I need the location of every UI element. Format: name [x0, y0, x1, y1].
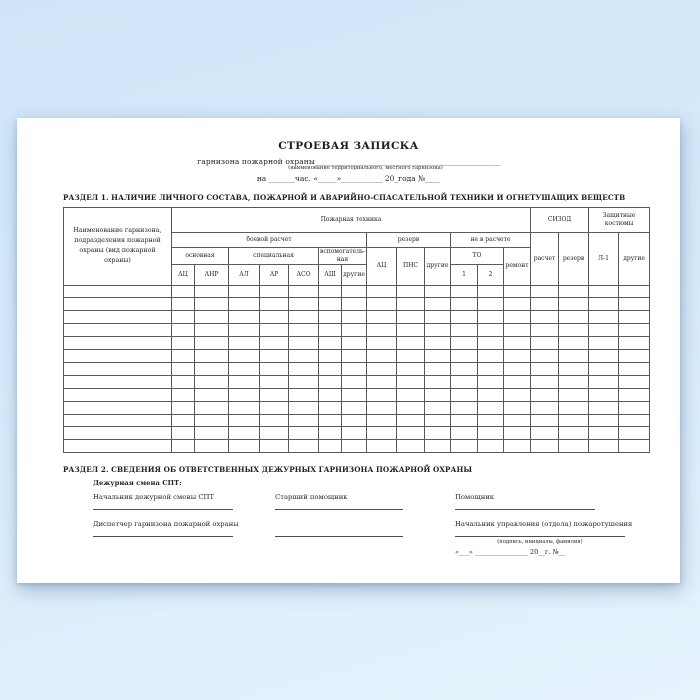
- signature-line: [275, 509, 403, 510]
- empty-cell: [260, 311, 289, 324]
- empty-cell: [172, 362, 195, 375]
- empty-cell: [229, 311, 260, 324]
- garrison-name-line: гарнизона пожарной охраны________________________________________________: [197, 156, 500, 166]
- empty-cell: [229, 362, 260, 375]
- empty-cell: [367, 440, 397, 453]
- empty-cell: [451, 362, 478, 375]
- empty-cell: [397, 324, 425, 337]
- empty-cell: [289, 414, 319, 427]
- empty-cell: [451, 298, 478, 311]
- table-empty-row: [64, 401, 650, 414]
- empty-cell: [64, 388, 172, 401]
- empty-cell: [531, 350, 559, 363]
- empty-cell: [367, 311, 397, 324]
- empty-cell: [289, 375, 319, 388]
- table-empty-row: [64, 324, 650, 337]
- empty-cell: [229, 337, 260, 350]
- signature-line: [455, 536, 625, 537]
- col-header-to-1: 1: [451, 264, 478, 285]
- empty-cell: [451, 285, 478, 298]
- empty-cell: [425, 324, 451, 337]
- table-empty-row: [64, 350, 650, 363]
- empty-cell: [172, 388, 195, 401]
- empty-cell: [342, 324, 367, 337]
- empty-cell: [451, 337, 478, 350]
- empty-cell: [619, 440, 650, 453]
- empty-cell: [425, 440, 451, 453]
- empty-cell: [531, 285, 559, 298]
- empty-cell: [342, 311, 367, 324]
- empty-cell: [531, 311, 559, 324]
- role-dispatcher: Диспетчер гарнизона пожарной охраны: [93, 520, 239, 528]
- col-header-repair: ремонт: [504, 248, 531, 286]
- empty-cell: [195, 375, 229, 388]
- empty-cell: [425, 285, 451, 298]
- empty-cell: [397, 427, 425, 440]
- col-header-sizod-crew: расчет: [531, 233, 559, 286]
- empty-cell: [172, 298, 195, 311]
- empty-cell: [229, 375, 260, 388]
- empty-cell: [319, 298, 342, 311]
- empty-cell: [589, 427, 619, 440]
- empty-cell: [504, 401, 531, 414]
- empty-cell: [589, 311, 619, 324]
- empty-cell: [367, 375, 397, 388]
- empty-cell: [172, 440, 195, 453]
- empty-cell: [559, 311, 589, 324]
- empty-cell: [619, 350, 650, 363]
- table-empty-row: [64, 298, 650, 311]
- empty-cell: [319, 401, 342, 414]
- role-assistant: Помощник: [455, 493, 495, 501]
- empty-cell: [397, 375, 425, 388]
- empty-cell: [397, 311, 425, 324]
- empty-cell: [342, 414, 367, 427]
- empty-cell: [478, 375, 504, 388]
- empty-cell: [451, 388, 478, 401]
- table-empty-row: [64, 414, 650, 427]
- empty-cell: [478, 324, 504, 337]
- role-chief-duty-shift: Начальник дежурной смены СПТ: [93, 493, 215, 501]
- document-page: [17, 118, 680, 583]
- empty-cell: [319, 311, 342, 324]
- empty-cell: [367, 285, 397, 298]
- empty-cell: [451, 375, 478, 388]
- empty-cell: [589, 401, 619, 414]
- empty-cell: [504, 362, 531, 375]
- empty-cell: [559, 337, 589, 350]
- empty-cell: [172, 401, 195, 414]
- empty-cell: [342, 427, 367, 440]
- empty-cell: [559, 350, 589, 363]
- empty-cell: [342, 285, 367, 298]
- col-header-reserve-pns: ПНС: [397, 248, 425, 286]
- empty-cell: [260, 375, 289, 388]
- empty-cell: [531, 362, 559, 375]
- number-date-line: «___» ________________ 20__г. №__: [455, 548, 566, 556]
- empty-cell: [619, 337, 650, 350]
- garrison-name-hint: (наименование территориального, местного гарнизона): [288, 164, 443, 171]
- empty-cell: [619, 362, 650, 375]
- col-header-reserve-ac: АЦ: [367, 248, 397, 286]
- empty-cell: [425, 337, 451, 350]
- empty-cell: [319, 337, 342, 350]
- empty-cell: [342, 350, 367, 363]
- group-header-fire-equipment: Пожарная техника: [172, 208, 531, 233]
- empty-cell: [589, 362, 619, 375]
- group-header-reserve: резерв: [367, 233, 451, 248]
- empty-cell: [342, 362, 367, 375]
- empty-cell: [589, 440, 619, 453]
- empty-cell: [289, 362, 319, 375]
- empty-cell: [319, 324, 342, 337]
- table-empty-row: [64, 285, 650, 298]
- col-header-garrison-name: Наименование гарнизона, подразделения пожарной охраны (вид пожарной охраны): [64, 208, 172, 286]
- empty-cell: [504, 298, 531, 311]
- empty-cell: [367, 324, 397, 337]
- empty-cell: [229, 285, 260, 298]
- empty-cell: [367, 362, 397, 375]
- empty-cell: [64, 414, 172, 427]
- signature-hint: (подпись, инициалы, фамилия): [497, 539, 583, 545]
- group-header-not-in-crew: не в расчете: [451, 233, 531, 248]
- empty-cell: [478, 427, 504, 440]
- empty-cell: [478, 388, 504, 401]
- empty-cell: [504, 414, 531, 427]
- empty-cell: [559, 362, 589, 375]
- empty-cell: [367, 298, 397, 311]
- empty-cell: [559, 427, 589, 440]
- empty-cell: [172, 337, 195, 350]
- empty-cell: [319, 362, 342, 375]
- empty-cell: [229, 298, 260, 311]
- empty-cell: [531, 440, 559, 453]
- empty-cell: [64, 311, 172, 324]
- empty-cell: [342, 401, 367, 414]
- empty-cell: [64, 362, 172, 375]
- col-header-ash: АШ: [319, 264, 342, 285]
- empty-cell: [319, 375, 342, 388]
- empty-cell: [504, 388, 531, 401]
- empty-cell: [478, 440, 504, 453]
- empty-cell: [289, 298, 319, 311]
- empty-cell: [319, 350, 342, 363]
- empty-cell: [229, 427, 260, 440]
- empty-cell: [425, 298, 451, 311]
- empty-cell: [451, 324, 478, 337]
- table-empty-row: [64, 337, 650, 350]
- empty-cell: [367, 350, 397, 363]
- empty-cell: [397, 388, 425, 401]
- col-header-ac: АЦ: [172, 264, 195, 285]
- empty-cell: [260, 362, 289, 375]
- empty-cell: [64, 427, 172, 440]
- empty-cell: [478, 350, 504, 363]
- col-header-ar: АР: [260, 264, 289, 285]
- empty-cell: [619, 285, 650, 298]
- empty-cell: [425, 427, 451, 440]
- empty-cell: [589, 350, 619, 363]
- section1-table-body: [64, 285, 650, 453]
- empty-cell: [260, 324, 289, 337]
- empty-cell: [319, 285, 342, 298]
- empty-cell: [367, 337, 397, 350]
- section1-title: РАЗДЕЛ 1. НАЛИЧИЕ ЛИЧНОГО СОСТАВА, ПОЖАРНОЙ И АВАРИЙНО-СПАСАТЕЛЬНОЙ ТЕХНИКИ И ОГНЕТУШАЩИХ ВЕЩЕСТВ: [63, 193, 626, 202]
- empty-cell: [451, 401, 478, 414]
- group-header-auxiliary: вспомогатель-ная: [320, 248, 366, 263]
- empty-cell: [229, 324, 260, 337]
- signature-line: [275, 536, 403, 537]
- empty-cell: [397, 298, 425, 311]
- empty-cell: [589, 324, 619, 337]
- empty-cell: [319, 414, 342, 427]
- empty-cell: [260, 414, 289, 427]
- section1-table: [63, 207, 650, 453]
- signature-line: [93, 536, 233, 537]
- empty-cell: [619, 324, 650, 337]
- document-title: СТРОЕВАЯ ЗАПИСКА: [278, 140, 419, 152]
- empty-cell: [260, 427, 289, 440]
- empty-cell: [367, 401, 397, 414]
- empty-cell: [504, 440, 531, 453]
- empty-cell: [289, 427, 319, 440]
- col-header-combat-other: другие: [342, 264, 367, 285]
- empty-cell: [342, 440, 367, 453]
- empty-cell: [367, 414, 397, 427]
- empty-cell: [425, 362, 451, 375]
- empty-cell: [425, 414, 451, 427]
- empty-cell: [289, 285, 319, 298]
- empty-cell: [619, 375, 650, 388]
- empty-cell: [260, 388, 289, 401]
- empty-cell: [559, 388, 589, 401]
- empty-cell: [260, 298, 289, 311]
- empty-cell: [195, 388, 229, 401]
- group-header-main: основная: [172, 248, 229, 265]
- empty-cell: [367, 388, 397, 401]
- empty-cell: [260, 350, 289, 363]
- empty-cell: [478, 401, 504, 414]
- empty-cell: [195, 414, 229, 427]
- empty-cell: [559, 324, 589, 337]
- empty-cell: [289, 388, 319, 401]
- empty-cell: [195, 337, 229, 350]
- empty-cell: [64, 324, 172, 337]
- empty-cell: [64, 440, 172, 453]
- empty-cell: [504, 350, 531, 363]
- empty-cell: [289, 311, 319, 324]
- signature-line: [455, 509, 595, 510]
- empty-cell: [229, 414, 260, 427]
- empty-cell: [559, 298, 589, 311]
- empty-cell: [64, 285, 172, 298]
- empty-cell: [64, 337, 172, 350]
- table-empty-row: [64, 427, 650, 440]
- empty-cell: [589, 298, 619, 311]
- empty-cell: [229, 440, 260, 453]
- table-empty-row: [64, 388, 650, 401]
- empty-cell: [319, 427, 342, 440]
- empty-cell: [64, 401, 172, 414]
- col-header-al: АЛ: [229, 264, 260, 285]
- table-empty-row: [64, 440, 650, 453]
- empty-cell: [260, 337, 289, 350]
- group-header-special: специальная: [229, 248, 319, 265]
- empty-cell: [397, 440, 425, 453]
- empty-cell: [504, 311, 531, 324]
- empty-cell: [559, 285, 589, 298]
- table-empty-row: [64, 311, 650, 324]
- empty-cell: [504, 324, 531, 337]
- empty-cell: [289, 350, 319, 363]
- empty-cell: [531, 427, 559, 440]
- empty-cell: [195, 285, 229, 298]
- empty-cell: [195, 298, 229, 311]
- empty-cell: [260, 285, 289, 298]
- empty-cell: [260, 401, 289, 414]
- empty-cell: [619, 427, 650, 440]
- col-header-anr: АНР: [195, 264, 229, 285]
- table-empty-row: [64, 375, 650, 388]
- empty-cell: [289, 440, 319, 453]
- empty-cell: [451, 311, 478, 324]
- empty-cell: [195, 401, 229, 414]
- empty-cell: [64, 350, 172, 363]
- empty-cell: [397, 414, 425, 427]
- empty-cell: [397, 362, 425, 375]
- empty-cell: [397, 401, 425, 414]
- empty-cell: [589, 388, 619, 401]
- empty-cell: [289, 337, 319, 350]
- empty-cell: [478, 298, 504, 311]
- empty-cell: [504, 375, 531, 388]
- table-empty-row: [64, 362, 650, 375]
- empty-cell: [289, 401, 319, 414]
- empty-cell: [229, 401, 260, 414]
- empty-cell: [319, 388, 342, 401]
- empty-cell: [64, 298, 172, 311]
- empty-cell: [195, 311, 229, 324]
- empty-cell: [504, 427, 531, 440]
- document-date-line: на _______час. «_____»___________ 20_года №____: [256, 173, 441, 183]
- empty-cell: [504, 337, 531, 350]
- signature-line: [93, 509, 233, 510]
- empty-cell: [229, 388, 260, 401]
- empty-cell: [589, 337, 619, 350]
- group-header-to: ТО: [451, 248, 504, 265]
- empty-cell: [195, 324, 229, 337]
- document-header: [17, 140, 680, 183]
- col-header-suit-l1: Л-1: [589, 233, 619, 286]
- empty-cell: [619, 401, 650, 414]
- col-header-to-2: 2: [478, 264, 504, 285]
- empty-cell: [531, 388, 559, 401]
- empty-cell: [319, 440, 342, 453]
- empty-cell: [172, 285, 195, 298]
- section2-title: РАЗДЕЛ 2. СВЕДЕНИЯ ОБ ОТВЕТСТВЕННЫХ ДЕЖУРНЫХ ГАРНИЗОНА ПОЖАРНОЙ ОХРАНЫ: [63, 465, 473, 474]
- empty-cell: [589, 414, 619, 427]
- empty-cell: [289, 324, 319, 337]
- empty-cell: [531, 298, 559, 311]
- empty-cell: [342, 298, 367, 311]
- empty-cell: [64, 375, 172, 388]
- empty-cell: [531, 375, 559, 388]
- empty-cell: [559, 414, 589, 427]
- col-header-aso: АСО: [289, 264, 319, 285]
- empty-cell: [172, 324, 195, 337]
- empty-cell: [195, 440, 229, 453]
- empty-cell: [589, 285, 619, 298]
- empty-cell: [589, 375, 619, 388]
- empty-cell: [478, 285, 504, 298]
- empty-cell: [367, 427, 397, 440]
- empty-cell: [619, 311, 650, 324]
- empty-cell: [531, 324, 559, 337]
- empty-cell: [425, 311, 451, 324]
- empty-cell: [619, 414, 650, 427]
- empty-cell: [619, 388, 650, 401]
- empty-cell: [172, 427, 195, 440]
- empty-cell: [260, 440, 289, 453]
- empty-cell: [425, 375, 451, 388]
- col-header-suit-other: другие: [619, 233, 650, 286]
- role-senior-assistant: Старший помощник: [275, 493, 348, 501]
- group-header-protective-suits: Защитные костюмы: [589, 208, 650, 233]
- empty-cell: [172, 311, 195, 324]
- empty-cell: [451, 427, 478, 440]
- empty-cell: [172, 414, 195, 427]
- empty-cell: [425, 388, 451, 401]
- duty-shift-label: Дежурная смена СПТ:: [93, 479, 182, 487]
- empty-cell: [478, 311, 504, 324]
- empty-cell: [478, 337, 504, 350]
- empty-cell: [478, 414, 504, 427]
- role-fire-dept-head: Начальник управления (отдела) пожаротушения: [455, 520, 633, 528]
- empty-cell: [559, 375, 589, 388]
- col-header-sizod-reserve: резерв: [559, 233, 589, 286]
- empty-cell: [451, 414, 478, 427]
- empty-cell: [531, 337, 559, 350]
- group-header-sizod: СИЗОД: [531, 208, 589, 233]
- empty-cell: [397, 337, 425, 350]
- empty-cell: [531, 414, 559, 427]
- empty-cell: [531, 401, 559, 414]
- empty-cell: [504, 285, 531, 298]
- empty-cell: [229, 350, 260, 363]
- empty-cell: [195, 350, 229, 363]
- empty-cell: [342, 388, 367, 401]
- col-header-reserve-other: другие: [425, 248, 451, 286]
- empty-cell: [451, 440, 478, 453]
- empty-cell: [342, 375, 367, 388]
- empty-cell: [451, 350, 478, 363]
- empty-cell: [195, 362, 229, 375]
- empty-cell: [619, 298, 650, 311]
- empty-cell: [425, 401, 451, 414]
- empty-cell: [425, 350, 451, 363]
- empty-cell: [172, 375, 195, 388]
- empty-cell: [397, 285, 425, 298]
- empty-cell: [195, 427, 229, 440]
- empty-cell: [342, 337, 367, 350]
- empty-cell: [559, 440, 589, 453]
- empty-cell: [172, 350, 195, 363]
- empty-cell: [559, 401, 589, 414]
- group-header-combat-crew: боевой расчет: [172, 233, 367, 248]
- empty-cell: [397, 350, 425, 363]
- empty-cell: [478, 362, 504, 375]
